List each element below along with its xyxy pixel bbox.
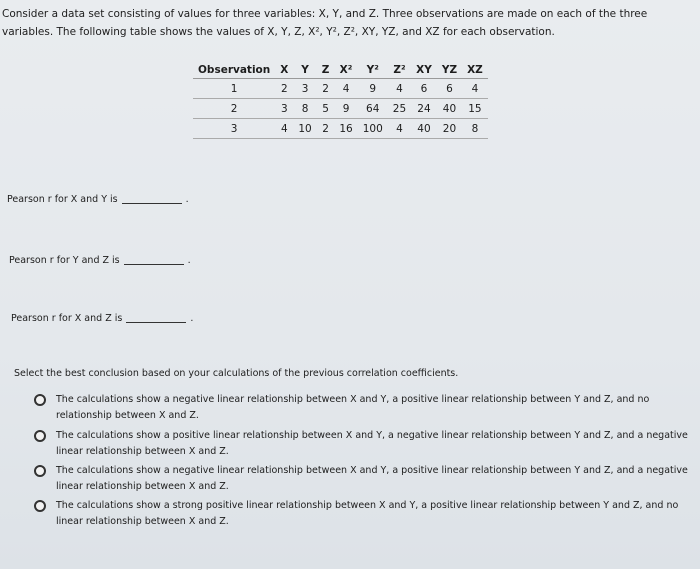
select-prompt: Select the best conclusion based on your calculations of the previous correlation coefficients. xyxy=(14,368,459,379)
table-cell: 20 xyxy=(437,119,462,139)
option-4[interactable] xyxy=(34,498,700,530)
table-cell: 1 xyxy=(193,79,275,99)
period: . xyxy=(185,194,189,205)
option-text: The calculations show a negative linear relationship between X and Y, a positive linear relationship between Y and Z, and no relationship between X and Z. xyxy=(56,394,650,421)
table-cell: 2 xyxy=(317,119,335,139)
table-cell: 40 xyxy=(411,119,437,139)
table-cell: 100 xyxy=(358,119,388,139)
table-cell: 10 xyxy=(293,119,316,139)
table-cell: 4 xyxy=(462,79,488,99)
table-cell: 3 xyxy=(275,99,293,119)
table-cell: 15 xyxy=(462,99,488,119)
table-cell: 9 xyxy=(358,79,388,99)
table-row xyxy=(193,119,488,139)
period: . xyxy=(187,255,191,266)
col-header: XY xyxy=(411,62,437,79)
table-row xyxy=(193,79,488,99)
option-1[interactable] xyxy=(34,392,700,424)
col-header: Z xyxy=(317,62,335,79)
question-label: Pearson r for X and Y is xyxy=(7,194,118,205)
question-label: Pearson r for Y and Z is xyxy=(9,255,120,266)
radio-button[interactable] xyxy=(34,394,46,406)
table-cell: 2 xyxy=(275,79,293,99)
table-cell: 4 xyxy=(388,119,411,139)
table-cell: 16 xyxy=(334,119,357,139)
table-cell: 6 xyxy=(411,79,437,99)
col-header: Y xyxy=(293,62,316,79)
question-xz xyxy=(11,313,193,324)
table-cell: 2 xyxy=(193,99,275,119)
table-cell: 8 xyxy=(293,99,316,119)
table-cell: 8 xyxy=(462,119,488,139)
col-header: Observation xyxy=(193,62,275,79)
table-cell: 3 xyxy=(193,119,275,139)
radio-button[interactable] xyxy=(34,500,46,512)
col-header: Z² xyxy=(388,62,411,79)
table-header-row xyxy=(193,62,488,79)
table-cell: 40 xyxy=(437,99,462,119)
col-header: XZ xyxy=(462,62,488,79)
table-cell: 5 xyxy=(317,99,335,119)
table-cell: 9 xyxy=(334,99,357,119)
table-cell: 4 xyxy=(275,119,293,139)
col-header: Y² xyxy=(358,62,388,79)
problem-intro: Consider a data set consisting of values for three variables: X, Y, and Z. Three observations are made on each of the three variables. The following table shows the values of X, Y, Z, X², Y², Z², XY, YZ, and XZ for each observation. xyxy=(2,8,648,38)
table-cell: 2 xyxy=(317,79,335,99)
table-cell: 64 xyxy=(358,99,388,119)
radio-button[interactable] xyxy=(34,465,46,477)
table-cell: 6 xyxy=(437,79,462,99)
option-text: The calculations show a positive linear relationship between X and Y, a negative linear relationship between Y and Z, and a negative linear relationship between X and Z. xyxy=(56,430,688,457)
question-label: Pearson r for X and Z is xyxy=(11,313,123,324)
table-cell: 25 xyxy=(388,99,411,119)
option-2[interactable] xyxy=(34,428,700,460)
period: . xyxy=(190,313,194,324)
answer-blank-yz[interactable] xyxy=(124,264,184,265)
table-cell: 4 xyxy=(334,79,357,99)
data-table xyxy=(193,62,488,139)
option-text: The calculations show a negative linear relationship between X and Y, a positive linear relationship between Y and Z, and a negative linear relationship between X and Z. xyxy=(56,465,688,492)
question-xy xyxy=(7,194,189,205)
col-header: X² xyxy=(334,62,357,79)
answer-blank-xy[interactable] xyxy=(122,203,182,204)
question-yz xyxy=(9,255,191,266)
table-cell: 3 xyxy=(293,79,316,99)
table-row xyxy=(193,99,488,119)
answer-blank-xz[interactable] xyxy=(126,322,186,323)
radio-button[interactable] xyxy=(34,430,46,442)
option-3[interactable] xyxy=(34,463,700,495)
table-cell: 24 xyxy=(411,99,437,119)
col-header: YZ xyxy=(437,62,462,79)
option-text: The calculations show a strong positive linear relationship between X and Y, a positive linear relationship between Y and Z, and no linear relationship between X and Z. xyxy=(56,500,679,527)
table-cell: 4 xyxy=(388,79,411,99)
col-header: X xyxy=(275,62,293,79)
